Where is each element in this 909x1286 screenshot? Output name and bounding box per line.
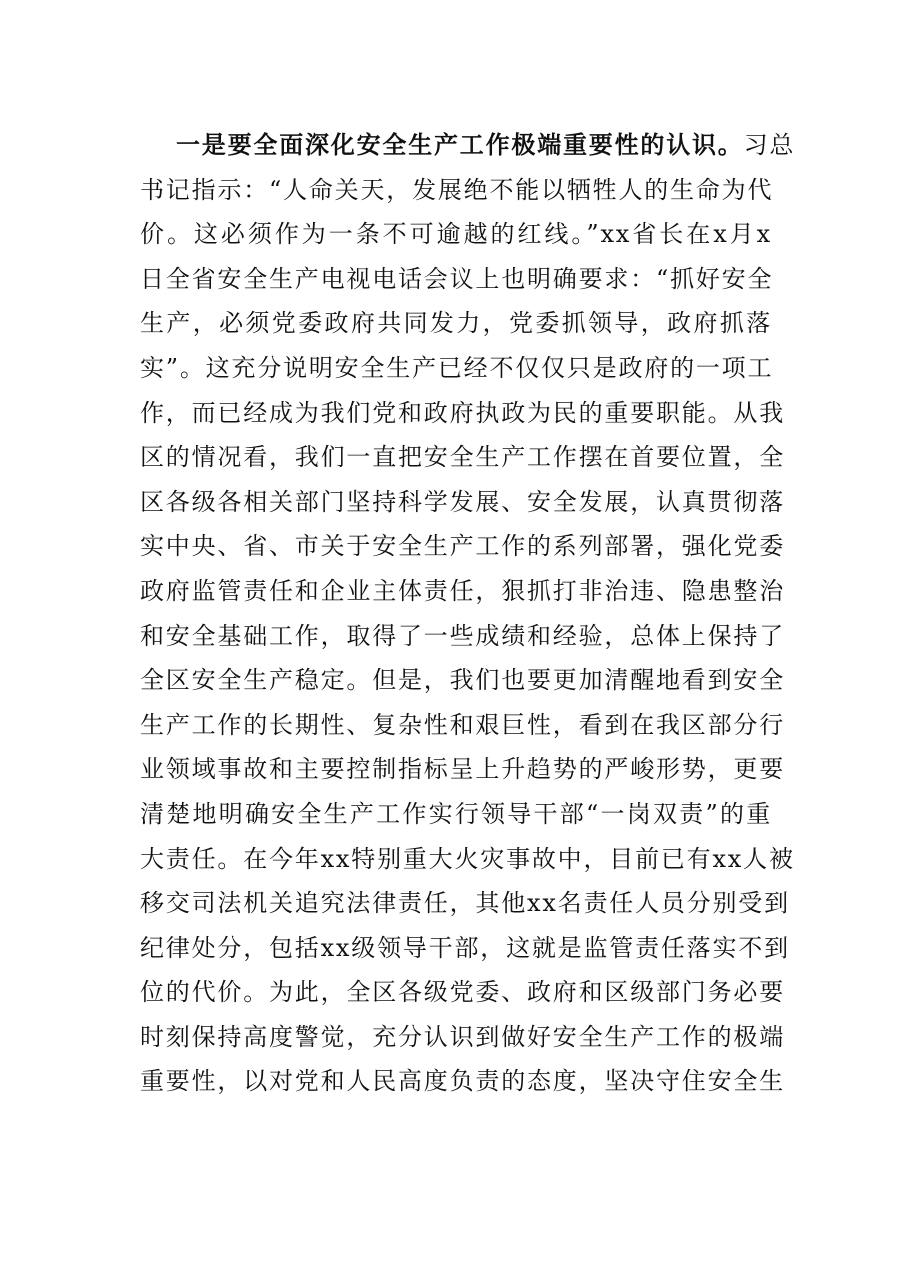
paragraph-line: 区的情况看，我们一直把安全生产工作摆在首要位置，全 [140, 443, 785, 472]
paragraph-line: 价。这必须作为一条不可逾越的红线。”xx省长在x月x [140, 220, 772, 249]
paragraph-line: 大责任。在今年xx特别重大火灾事故中，目前已有xx人被 [140, 844, 795, 873]
paragraph-line [140, 123, 796, 168]
paragraph-line: 纪律处分，包括xx级领导干部，这就是监管责任落实不到 [140, 933, 790, 962]
paragraph-line: 作，而已经成为我们党和政府执政为民的重要职能。从我 [140, 398, 785, 427]
paragraph-line: 实”。这充分说明安全生产已经不仅仅只是政府的一项工 [140, 353, 774, 382]
paragraph-line: 书记指示：“人命关天，发展绝不能以牺牲人的生命为代 [140, 175, 774, 204]
paragraph-line: 区各级各相关部门坚持科学发展、安全发展，认真贯彻落 [140, 487, 785, 516]
paragraph-line: 业领域事故和主要控制指标呈上升趋势的严峻形势，更要 [140, 755, 785, 784]
paragraph-heading: 一是要全面深化安全生产工作极端重要性的认识。 [176, 130, 744, 159]
paragraph-line: 和安全基础工作，取得了一些成绩和经验，总体上保持了 [140, 621, 785, 650]
paragraph-line: 生产工作的长期性、复杂性和艰巨性，看到在我区部分行 [140, 710, 785, 739]
paragraph-line: 重要性，以对党和人民高度负责的态度，坚决守住安全生 [140, 1067, 785, 1096]
paragraph-line: 位的代价。为此，全区各级党委、政府和区级部门务必要 [140, 978, 785, 1007]
paragraph-line: 清楚地明确安全生产工作实行领导干部“一岗双责”的重 [140, 799, 772, 828]
paragraph-line: 生产，必须党委政府共同发力，党委抓领导，政府抓落 [140, 309, 772, 338]
paragraph-line: 日全省安全生产电视电话会议上也明确要求：“抓好安全 [140, 264, 774, 293]
paragraph-line: 全区安全生产稳定。但是，我们也要更加清醒地看到安全 [140, 666, 785, 695]
paragraph-line: 时刻保持高度警觉，充分认识到做好安全生产工作的极端 [140, 1022, 785, 1051]
line-text: 习总 [743, 131, 796, 159]
paragraph-line: 政府监管责任和企业主体责任，狠抓打非治违、隐患整治 [140, 576, 785, 605]
body-paragraph [140, 123, 796, 1104]
paragraph-line: 移交司法机关追究法律责任，其他xx名责任人员分别受到 [140, 889, 790, 918]
paragraph-line: 实中央、省、市关于安全生产工作的系列部署，强化党委 [140, 532, 785, 561]
